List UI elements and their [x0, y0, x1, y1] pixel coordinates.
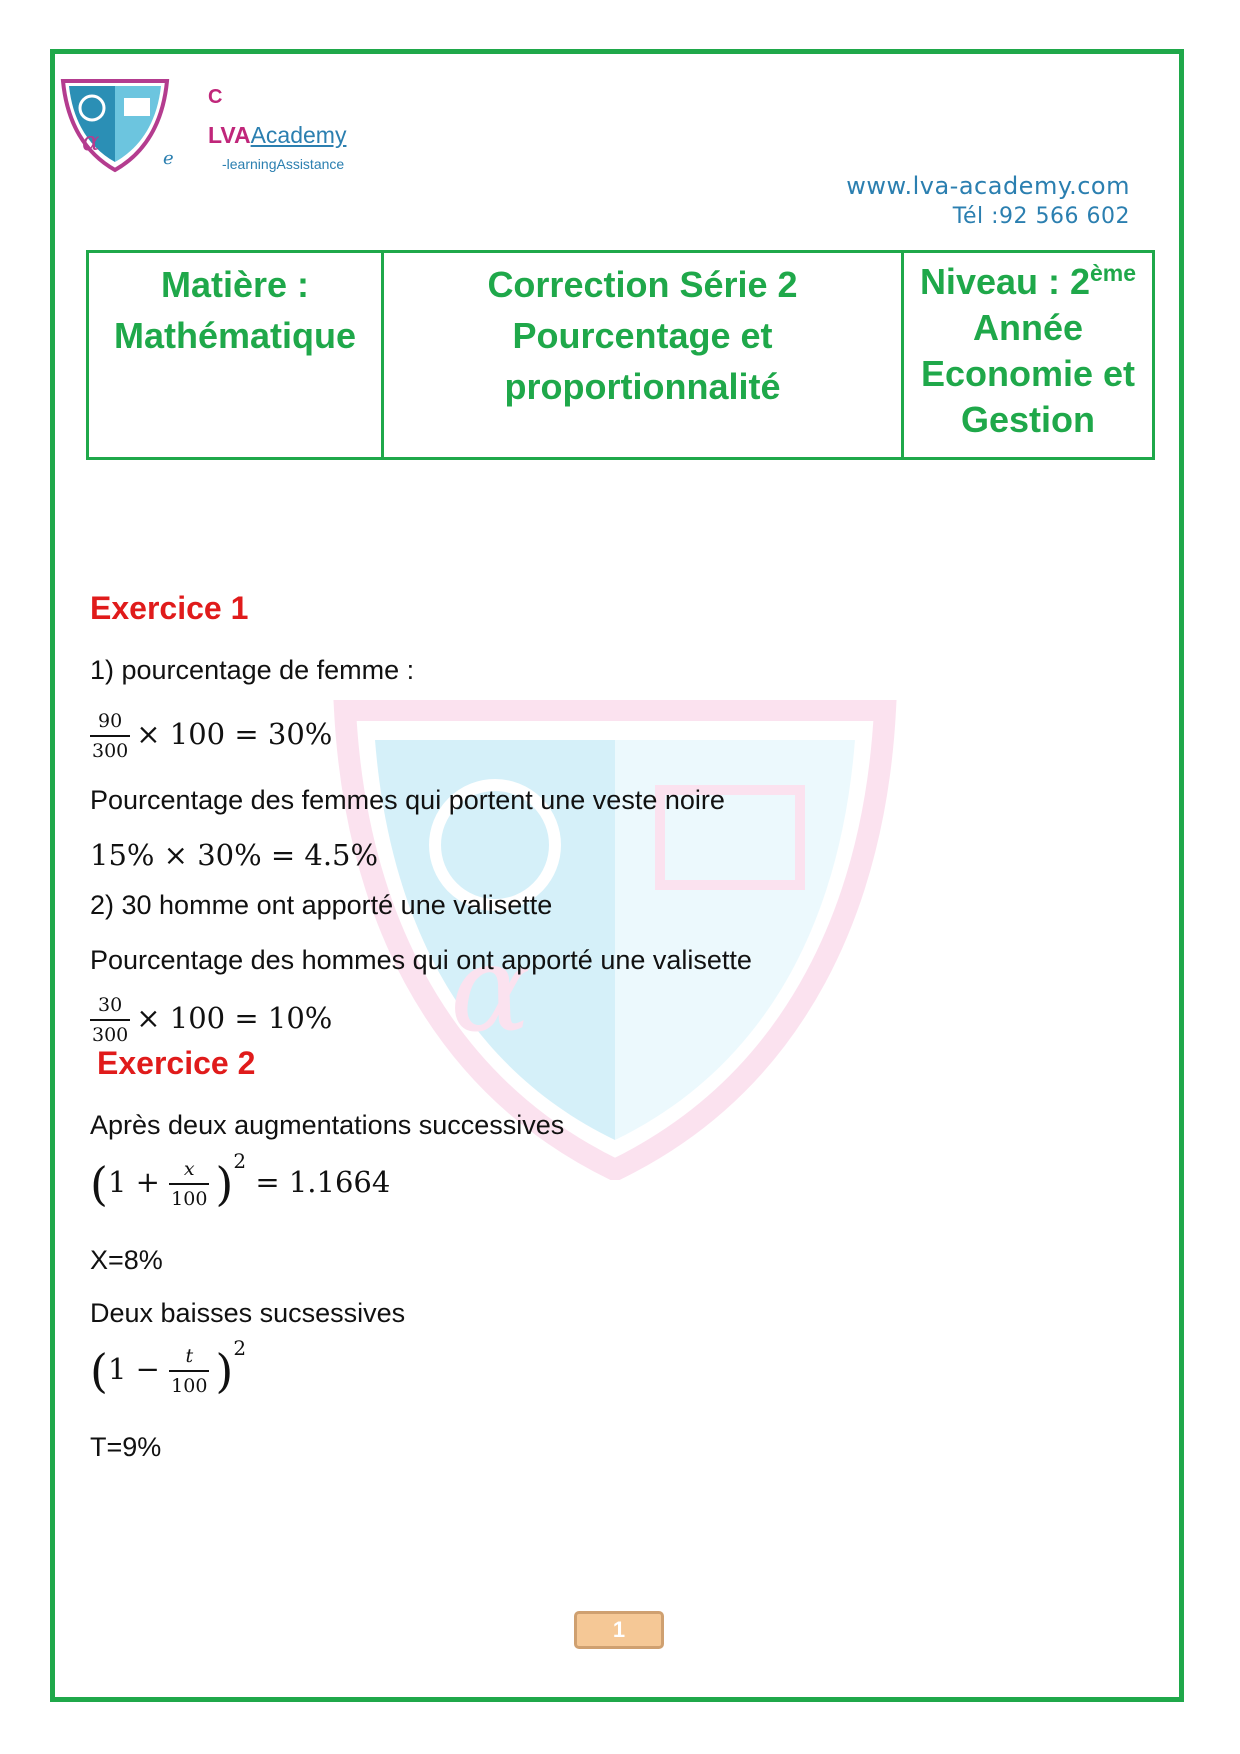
- title-line-1: Correction Série 2: [487, 264, 798, 305]
- fraction-denominator: 100: [169, 1370, 209, 1397]
- level-line-4: Gestion: [960, 399, 1095, 440]
- ex1-formula-1: [90, 710, 332, 762]
- info-table: [86, 250, 1155, 460]
- logo-letter-e: e: [163, 148, 174, 169]
- fraction-denominator: 300: [90, 1019, 130, 1046]
- level-line-2: Année: [972, 307, 1084, 348]
- svg-text:α: α: [82, 127, 100, 157]
- fraction: [169, 1345, 209, 1397]
- level-line-3: Economie et: [920, 353, 1136, 394]
- subject-cell: [88, 252, 383, 459]
- equation-rest: = 1.1664: [255, 1165, 391, 1199]
- logo-tagline: -learningAssistance: [222, 156, 345, 172]
- title-line-2: Pourcentage et: [512, 315, 773, 356]
- subject-label: Matière :: [160, 264, 310, 305]
- ex1-text-3: Pourcentage des hommes qui ont apporté une valisette: [90, 945, 752, 975]
- equation-lead: 1 +: [107, 1165, 160, 1199]
- title-line-3: proportionnalité: [504, 366, 781, 407]
- ex1-calc-2: 15% × 30% = 4.5%: [90, 838, 379, 872]
- formula-rest: × 100 = 30%: [136, 717, 333, 751]
- ex2-text-2: Deux baisses sucsessives: [90, 1298, 406, 1328]
- exponent: 2: [233, 1149, 247, 1173]
- ex1-formula-2: [90, 994, 332, 1046]
- logo-brand-name: [208, 122, 346, 149]
- subject-value: Mathématique: [113, 315, 357, 356]
- level-label: Niveau : 2: [919, 261, 1091, 302]
- ex2-text-1: Après deux augmentations successives: [90, 1110, 565, 1140]
- fraction-denominator: 100: [169, 1183, 209, 1210]
- level-cell: [903, 252, 1154, 459]
- ex2-equation-1: (1 + $\frac{x}{100}$ )$^2$ = 1.1664: [90, 1149, 391, 1211]
- fraction: [169, 1158, 209, 1210]
- phone-number: Tél :92 566 602: [952, 204, 1130, 229]
- logo-academy: Academy: [250, 122, 347, 148]
- ex1-question-2: 2) 30 homme ont apporté une valisette: [90, 890, 553, 920]
- ex1-text-2: Pourcentage des femmes qui portent une veste noire: [90, 785, 725, 815]
- academy-watermark-icon: [330, 700, 900, 1180]
- fraction-numerator: t: [185, 1345, 194, 1367]
- title-cell: [383, 252, 903, 459]
- ex2-equation-2: (1 − $\frac{t}{100}$ )$^2$: [90, 1336, 247, 1398]
- ex2-result-2: T=9%: [90, 1432, 162, 1462]
- fraction: [90, 710, 130, 762]
- logo-lva: LVA: [208, 122, 251, 148]
- fraction-numerator: 30: [98, 994, 123, 1016]
- exponent: 2: [233, 1336, 247, 1360]
- contact-block: [846, 172, 1130, 229]
- logo-letter-c: C: [208, 86, 223, 108]
- fraction-denominator: 300: [90, 735, 130, 762]
- level-ordinal: ème: [1090, 260, 1137, 286]
- formula-rest: × 100 = 10%: [136, 1001, 333, 1035]
- exercise-1-title: Exercice 1: [90, 590, 249, 626]
- svg-text:α: α: [450, 920, 532, 1059]
- fraction-numerator: x: [183, 1158, 195, 1180]
- exercise-2-title: Exercice 2: [97, 1045, 256, 1081]
- equation-lead: 1 −: [107, 1352, 160, 1386]
- fraction-numerator: 90: [98, 710, 123, 732]
- ex2-result-1: X=8%: [90, 1245, 163, 1275]
- page-number-badge: 1: [574, 1611, 664, 1649]
- lva-academy-logo-icon: [60, 78, 170, 173]
- website-link[interactable]: www.lva-academy.com: [846, 172, 1130, 200]
- ex1-question-1: 1) pourcentage de femme :: [90, 655, 415, 685]
- fraction: [90, 994, 130, 1046]
